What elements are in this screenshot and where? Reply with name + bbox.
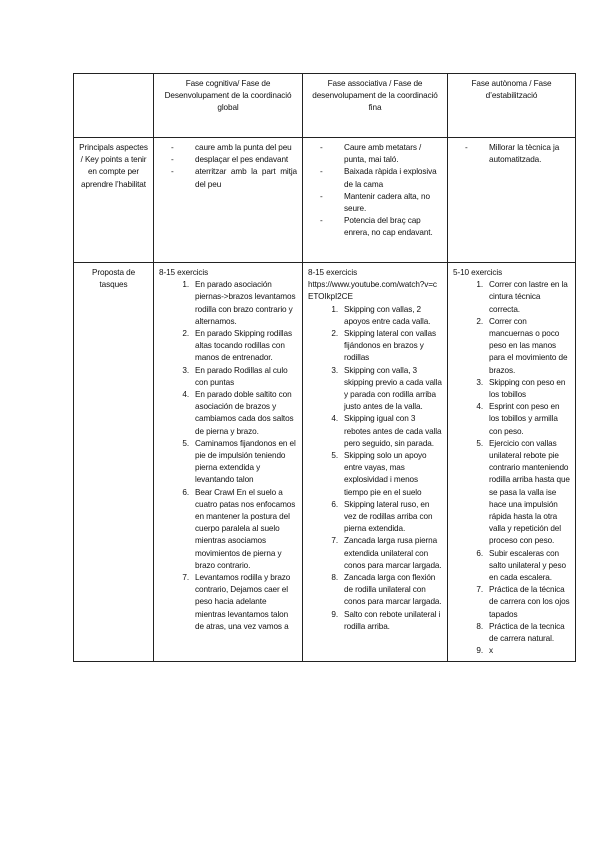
list-item [453,645,570,657]
item-number: 8. [331,573,338,583]
list-item [453,438,570,548]
item-number: 5. [476,438,483,448]
item-number: 7. [476,585,483,595]
item-text: Salto con rebote unilateral i rodilla arriba. [344,609,441,631]
list-item: - aterritzar amb la part mitja del peu [159,166,297,190]
item-number: 2. [476,316,483,326]
key-points-associative-list [308,142,442,240]
item-text: Skipping igual con 3 rebotes antes de cada valla pero seguido, sin parada. [344,414,442,448]
tasks-autonomous-list [453,279,570,657]
list-item [308,572,442,609]
key-points-cognitive [154,138,303,263]
item-number: 6. [331,499,338,509]
list-item [453,316,570,377]
item-text: En parado doble saltito con asociación de brazos y cambiamos cada dos saltos de pierna y brazo. [195,390,294,436]
item-number: 3. [476,377,483,387]
item-text: Práctica de la técnica de carrera con los ojos tapados [489,585,570,619]
list-item [308,609,442,633]
list-item [159,438,297,487]
list-item [308,304,442,328]
tasks-cognitive-intro: 8-15 exercicis [159,268,209,277]
item-text: Skipping con peso en los tobillos [489,377,566,400]
item-text: En parado Rodillas al culo con puntas [195,365,288,387]
item-number: 1. [182,280,189,290]
key-points-label: Principals aspectes / Key points a tenir en compte per aprendre l’habilitat [74,138,154,263]
item-number: 5. [182,438,189,448]
key-points-cognitive-list [159,142,297,191]
item-number: 7. [331,536,338,546]
item-text: Caminamos fijandonos en el pie de impulsión teniendo pierna extendida y levantando talon [195,438,296,485]
item-text: Ejercicio con vallas unilateral rebote pie contrario manteniendo rodilla arriba hasta que se pasa la valla ise hace una impulsión rápida hasta la otra valla y repetición del proceso con peso. [489,438,570,546]
item-number: 3. [182,365,189,375]
tasks-associative-list [308,304,442,633]
item-number: 1. [331,304,338,314]
list-item [453,584,570,621]
item-text: Subir escaleras con salto unilateral y peso en cada escalera. [489,548,566,583]
tasks-cognitive [154,263,303,662]
list-item: - Caure amb metatars / punta, mai taló. [308,142,442,166]
list-item [453,621,570,645]
list-item [453,377,570,401]
list-item [308,413,442,450]
item-text: Esprint con peso en los tobillos y armilla con peso. [489,402,560,436]
item-text: Skipping lateral ruso, en vez de rodillas arriba con pierna extendida. [344,499,433,534]
item-text: En parado asociación piernas->brazos levantamos rodilla con brazo contrario y alternamos. [195,280,296,326]
list-item: - desplaçar el pes endavant [159,154,297,166]
list-item: - Mantenir cadera alta, no seure. [308,191,442,215]
item-number: 7. [182,573,189,583]
list-item [159,279,297,328]
header-autonomous-phase: Fase autònoma / Fase d’estabilització [448,74,576,138]
tasks-associative-intro: 8-15 exercicis [308,268,358,277]
key-points-associative [303,138,448,263]
list-item [159,487,297,572]
item-text: Bear Crawl En el suelo a cuatro patas nos enfocamos en mantener la postura del cuerpo paralela al suelo mientras asociamos movimientos de pierna y brazo contrario. [195,487,296,570]
list-item [159,365,297,389]
item-number: 4. [476,402,483,412]
list-item [308,328,442,365]
list-item [159,572,297,633]
list-item [308,535,442,572]
item-number: 5. [331,451,338,461]
list-item [308,450,442,499]
tasks-autonomous [448,263,576,662]
video-link[interactable]: https://www.youtube.com/watch?v=cETOIkpI2CE [308,280,437,302]
list-item [453,279,570,316]
list-item [159,389,297,438]
header-associative-phase: Fase associativa / Fase de desenvolupament de la coordinació fina [303,74,448,138]
item-text: Skipping lateral con vallas fijándonos en brazos y rodillas [344,329,436,363]
item-number: 1. [476,280,483,290]
header-empty-cell [74,74,154,138]
item-text: Skipping con vallas, 2 apoyos entre cada valla. [344,304,431,326]
list-item [308,365,442,414]
item-text: En parado Skipping rodillas altas tocando rodillas con manos de entrenador. [195,329,292,363]
header-row [74,74,576,138]
item-number: 4. [331,414,338,424]
learning-phases-table [73,73,576,662]
tasks-cognitive-list [159,279,297,633]
item-text: Zancada larga rusa pierna extendida unilateral con conos para marcar largada. [344,536,442,570]
item-text: Zancada larga con flexión de rodilla unilateral con conos para marcar largada. [344,573,442,607]
key-points-autonomous-list [453,142,570,166]
list-item: - Baixada ràpida i explosiva de la cama [308,166,442,190]
list-item [453,401,570,438]
item-number: 8. [476,621,483,631]
item-number: 2. [182,329,189,339]
item-text: Correr con lastre en la cintura técnica correcta. [489,280,568,314]
header-cognitive-phase: Fase cognitiva/ Fase de Desenvolupament de la coordinació global [154,74,303,138]
item-text: x [489,646,493,656]
item-number: 9. [476,646,483,656]
tasks-associative [303,263,448,662]
item-text: Skipping solo un apoyo entre vayas, mas explosividad i menos tiempo pie en el suelo [344,451,427,497]
item-text: Correr con mancuernas o poco peso en las manos para el movimiento de brazos. [489,316,568,375]
item-number: 6. [476,548,483,558]
list-item: - caure amb la punta del peu [159,142,297,154]
item-text: Levantamos rodilla y brazo contrario, Dejamos caer el peso hacia adelante mientras levantamos talon de atras, una vez vamos a [195,573,291,631]
list-item: - Millorar la tècnica ja automatitzada. [453,142,570,166]
list-item [159,328,297,365]
item-text: Skipping con valla, 3 skipping previo a cada valla y parada con rodilla arriba justo antes de la valla. [344,365,442,412]
item-number: 6. [182,487,189,497]
list-item [453,548,570,585]
item-number: 4. [182,390,189,400]
item-text: Práctica de la tecnica de carrera natural. [489,621,565,644]
list-item: - Potencia del braç cap enrera, no cap endavant. [308,215,442,239]
tasks-label: Proposta de tasques [74,263,154,662]
tasks-row [74,263,576,662]
item-number: 9. [331,609,338,619]
key-points-autonomous [448,138,576,263]
list-item [308,499,442,536]
item-number: 2. [331,329,338,339]
tasks-autonomous-intro: 5-10 exercicis [453,268,503,277]
item-number: 3. [331,365,338,375]
key-points-row [74,138,576,263]
